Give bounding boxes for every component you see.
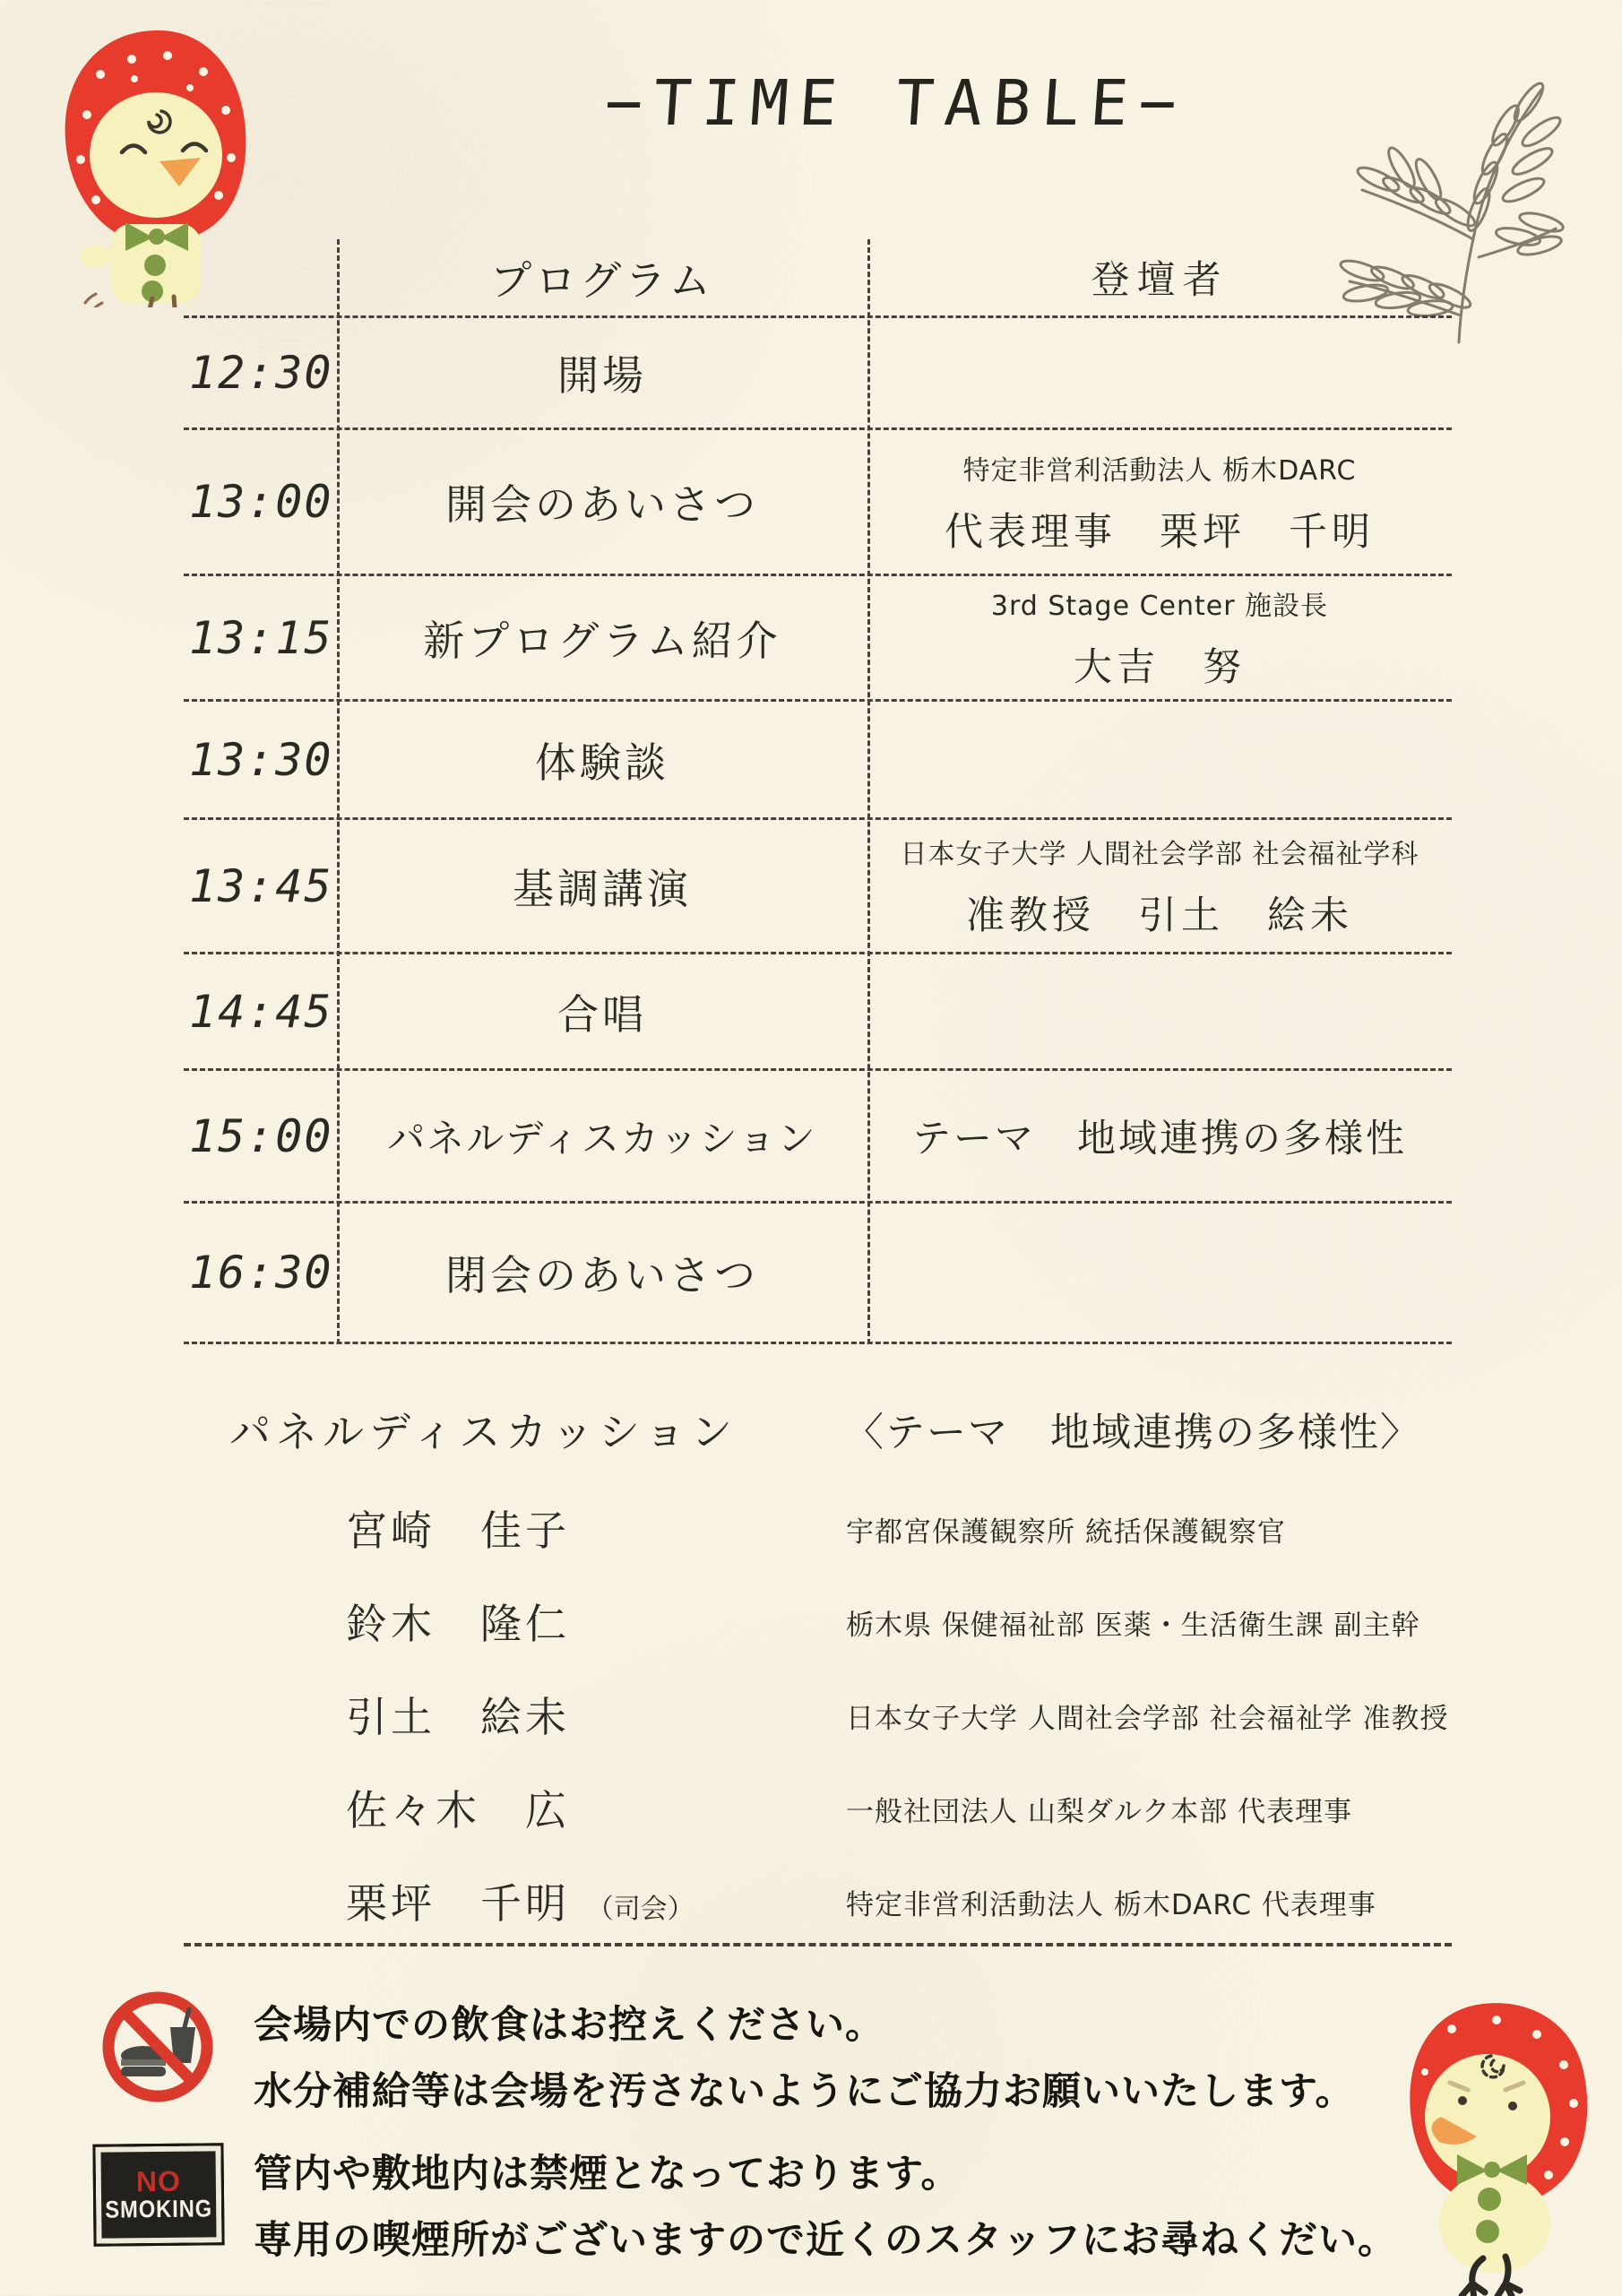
program-cell: 新プログラム紹介: [423, 616, 781, 665]
notice-line: 会場内での飲食はお控えください。: [254, 2005, 884, 2047]
table-row: [184, 702, 1452, 820]
panelist-row: [184, 1498, 1452, 1570]
speaker-line2: 准教授 引土 絵未: [966, 893, 1353, 938]
strawberry-chick-2-icon: [1398, 2000, 1595, 2296]
program-cell: 体験談: [535, 738, 669, 787]
speaker-line1: 特定非営利活動法人 栃木DARC: [962, 454, 1357, 487]
table-row: [184, 954, 1452, 1071]
table-header-row: [184, 239, 1452, 318]
panel-discussion-title: パネルディスカッション: [229, 1408, 738, 1456]
notice-line: 専用の喫煙所がございますので近くのスタッフにお尋ねくだい。: [254, 2220, 1397, 2262]
program-cell: 基調講演: [513, 864, 692, 913]
panelist-name: 引土 絵未: [346, 1693, 570, 1741]
panelist-row: [184, 1592, 1452, 1663]
time-cell: 14:45: [189, 985, 333, 1038]
panelist-note: （司会）: [586, 1894, 695, 1925]
no-food-drink-icon: [99, 1990, 217, 2108]
section-divider: [184, 1943, 1452, 1946]
panelist-affiliation: 日本女子大学 人間社会学部 社会福祉学 准教授: [846, 1703, 1449, 1735]
timetable: [184, 239, 1452, 1344]
no-smoking-sign: [92, 2143, 224, 2247]
panelist-affiliation: 宇都宮保護観察所 統括保護観察官: [846, 1516, 1286, 1549]
time-cell: 13:30: [189, 733, 333, 786]
notice-line: 管内や敷地内は禁煙となっております。: [254, 2154, 961, 2196]
table-row: [184, 576, 1452, 702]
program-cell: 閉会のあいさつ: [445, 1251, 759, 1299]
speaker-line2: 代表理事 栗坪 千明: [945, 509, 1375, 555]
panelist-affiliation: 特定非営利活動法人 栃木DARC 代表理事: [846, 1889, 1376, 1921]
time-cell: 15:00: [189, 1109, 333, 1162]
time-cell: 13:15: [189, 611, 333, 664]
no-smoking-notice: [254, 2144, 1397, 2265]
header-program: プログラム: [490, 255, 714, 305]
speaker-line2: 大吉 努: [1074, 645, 1246, 690]
time-cell: 12:30: [189, 347, 333, 399]
program-cell: 開場: [557, 351, 647, 400]
program-cell: 合唱: [557, 989, 647, 1039]
speaker-line1: 3rd Stage Center 施設長: [990, 591, 1329, 622]
table-row: [184, 820, 1452, 954]
panelist-name: 佐々木 広: [346, 1786, 570, 1834]
speaker-line1: 日本女子大学 人間社会学部 社会福祉学科: [900, 839, 1419, 870]
panelist-row: [184, 1685, 1452, 1757]
table-row: [184, 318, 1452, 430]
table-row: [184, 1071, 1452, 1204]
panelist-affiliation: 一般社団法人 山梨ダルク本部 代表理事: [846, 1796, 1353, 1828]
time-cell: 13:00: [189, 476, 333, 528]
no-smoking-sign-line2: SMOKING: [105, 2195, 213, 2223]
panelist-row: [184, 1871, 1452, 1943]
panelist-name: 栗坪 千明: [346, 1879, 570, 1928]
no-smoking-sign-line1: NO: [135, 2164, 182, 2198]
program-cell: パネルディスカッション: [387, 1116, 817, 1161]
panelist-affiliation: 栃木県 保健福祉部 医薬・生活衛生課 副主幹: [846, 1610, 1420, 1642]
table-row: [184, 430, 1452, 576]
table-row: [184, 1204, 1452, 1344]
header-speakers: 登壇者: [1091, 258, 1229, 303]
panelist-name: 宮崎 佳子: [346, 1506, 570, 1555]
time-cell: 16:30: [189, 1247, 333, 1299]
panelist-row: [184, 1778, 1452, 1850]
page-title: −TIME TABLE−: [602, 66, 1190, 140]
speaker-line2: テーマ 地域連携の多様性: [912, 1117, 1407, 1161]
panelist-name: 鈴木 隆仁: [346, 1600, 570, 1648]
panel-discussion-theme: 〈テーマ 地域連携の多様性〉: [844, 1410, 1421, 1455]
notice-line: 水分補給等は会場を汚さないようにご協力お願いいたします。: [254, 2071, 1355, 2113]
time-cell: 13:45: [189, 859, 333, 912]
program-cell: 開会のあいさつ: [445, 480, 759, 529]
no-food-notice: [254, 1995, 1355, 2116]
